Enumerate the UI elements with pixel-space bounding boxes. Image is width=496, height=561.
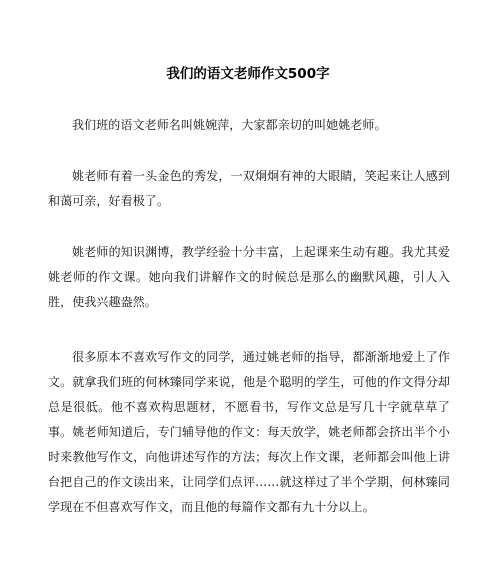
paragraph-4: 很多原本不喜欢写作文的同学，通过姚老师的指导，都渐渐地爱上了作文。就拿我们班的何林臻同学来说，他是个聪明的学生，可他的作文得分却总是很低。他不喜欢构思题材，不愿看书，写作文总是写几十字就草草了事。姚老师知道后，专门辅导他的作文：每天放学，姚老师都会挤出半个小时来教他写作文，向他讲述写作的方法；每次上作文课，老师都会叫他上讲台把自己的作文读出来，让同学们点评……就这样过了半个学期，何林臻同学现在不但喜欢写作文，而且他的每篇作文都有九十分以上。 <box>48 350 450 514</box>
paragraph-2: 姚老师有着一头金色的秀发，一双炯炯有神的大眼睛，笑起来让人感到和蔼可亲，好看极了。 <box>48 169 450 208</box>
document-title: 我们的语文老师作文500字 <box>166 66 330 82</box>
paragraph-3: 姚老师的知识渊博，教学经验十分丰富，上起课来生动有趣。我尤其爱姚老师的作文课。她向我们讲解作文的时候总是那么的幽默风趣，引人入胜，使我兴趣盎然。 <box>48 245 450 309</box>
paragraph-1: 我们班的语文老师名叫姚婉萍，大家都亲切的叫她姚老师。 <box>72 118 387 132</box>
